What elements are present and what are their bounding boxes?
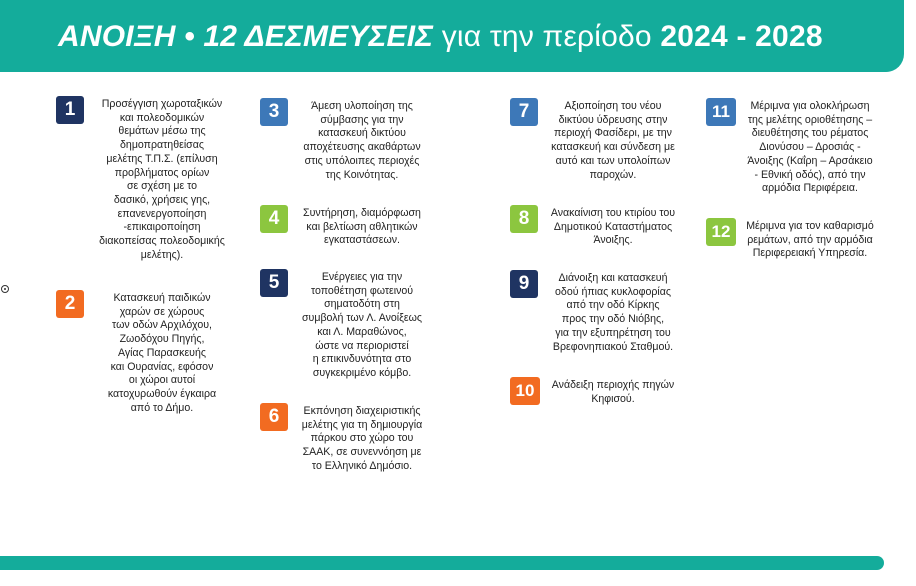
number-badge: 9 bbox=[510, 270, 538, 298]
header-banner bbox=[0, 0, 904, 72]
title-main: ΑΝΟΙΞΗ • 12 ΔΕΣΜΕΥΣΕΙΣ bbox=[58, 20, 434, 53]
commitment-text: Ανακαίνιση του κτιρίου του Δημοτικού Καταστήματος Άνοιξης. bbox=[550, 207, 676, 247]
commitment-text: Ενέργειες για την τοποθέτηση φωτεινού σηματοδότη στη συμβολή των Λ. Ανοίξεως και Λ. Μαραθώνος, ώστε να περιοριστεί η επικινδυνότητα στο συγκεκριμένο κόμβο. bbox=[302, 271, 422, 379]
commitment-text: Κατασκευή παιδικών χαρών σε χώρους των οδών Αρχιλόχου, Ζωοδόχου Πηγής, Αγίας Παρασκευής και Ουρανίας, εφόσον οι χώροι αυτοί κατοχυρωθούν έγκαιρα από το Δήμο. bbox=[107, 292, 217, 414]
commitment-text: Εκπόνηση διαχειριστικής μελέτης για τη δημιουργία πάρκου στο χώρο του ΣΑΑΚ, σε συνεννόηση με το Ελληνικό Δημόσιο. bbox=[301, 405, 423, 472]
title-period-label: για την περίοδο bbox=[441, 20, 652, 53]
number-badge: 4 bbox=[260, 205, 288, 233]
number-badge: 6 bbox=[260, 403, 288, 431]
number-badge: 5 bbox=[260, 269, 288, 297]
commitment-text: Μέριμνα για ολοκλήρωση της μελέτης οριοθέτησης – διευθέτησης του ρέματος Διονύσου – Δροσιάς - Άνοιξης (Καΐρη – Αρσάκειο - Εθνική οδός), από την αρμόδια Περιφέρεια. bbox=[747, 100, 873, 195]
number-badge: 2 bbox=[56, 290, 84, 318]
number-badge: 10 bbox=[510, 377, 540, 405]
number-badge: 7 bbox=[510, 98, 538, 126]
number-badge: 11 bbox=[706, 98, 736, 126]
commitment-text: Συντήρηση, διαμόρφωση και βελτίωση αθλητικών εγκαταστάσεων. bbox=[303, 207, 421, 247]
commitment-text: Διάνοιξη και κατασκευή οδού ήπιας κυκλοφορίας από την οδό Κίρκης προς την οδό Νιόβης, για την εξυπηρέτηση του Βρεφονηπιακού Σταθμού. bbox=[552, 272, 674, 353]
number-badge: 8 bbox=[510, 205, 538, 233]
number-badge: 1 bbox=[56, 96, 84, 124]
commitment-text: Αξιοποίηση του νέου δικτύου ύδρευσης στην περιοχή Φασίδερι, με την κατασκευή και σύνδεση με αυτό και των υπολοίπων παροχών. bbox=[551, 100, 675, 181]
footer-bar bbox=[0, 556, 884, 570]
commitment-text: Προσέγγιση χωροταξικών και πολεοδομικών θεμάτων μέσω της δημοπρατηθείσας μελέτης Τ.Π.Σ. (επίλυση προβλήματος ορίων σε σχέση με το δασικό, χρήσεις γης, επανενεργοποίηση -επικαιροποίηση διακοπείσας πολεοδομικής μελέτης). bbox=[99, 98, 225, 261]
number-badge: 12 bbox=[706, 218, 736, 246]
page-title bbox=[58, 17, 823, 57]
commitment-text: Άμεση υλοποίηση της σύμβασης για την κατασκευή δικτύου αποχέτευσης ακαθάρτων στις υπόλοιπες περιοχές της Κοινότητας. bbox=[303, 100, 421, 181]
target-marker-icon bbox=[1, 285, 9, 293]
commitment-text: Μέριμνα για τον καθαρισμό ρεμάτων, από την αρμόδια Περιφερειακή Υπηρεσία. bbox=[746, 220, 874, 260]
number-badge: 3 bbox=[260, 98, 288, 126]
title-years: 2024 - 2028 bbox=[660, 20, 823, 53]
commitment-text: Ανάδειξη περιοχής πηγών Κηφισού. bbox=[551, 379, 675, 405]
